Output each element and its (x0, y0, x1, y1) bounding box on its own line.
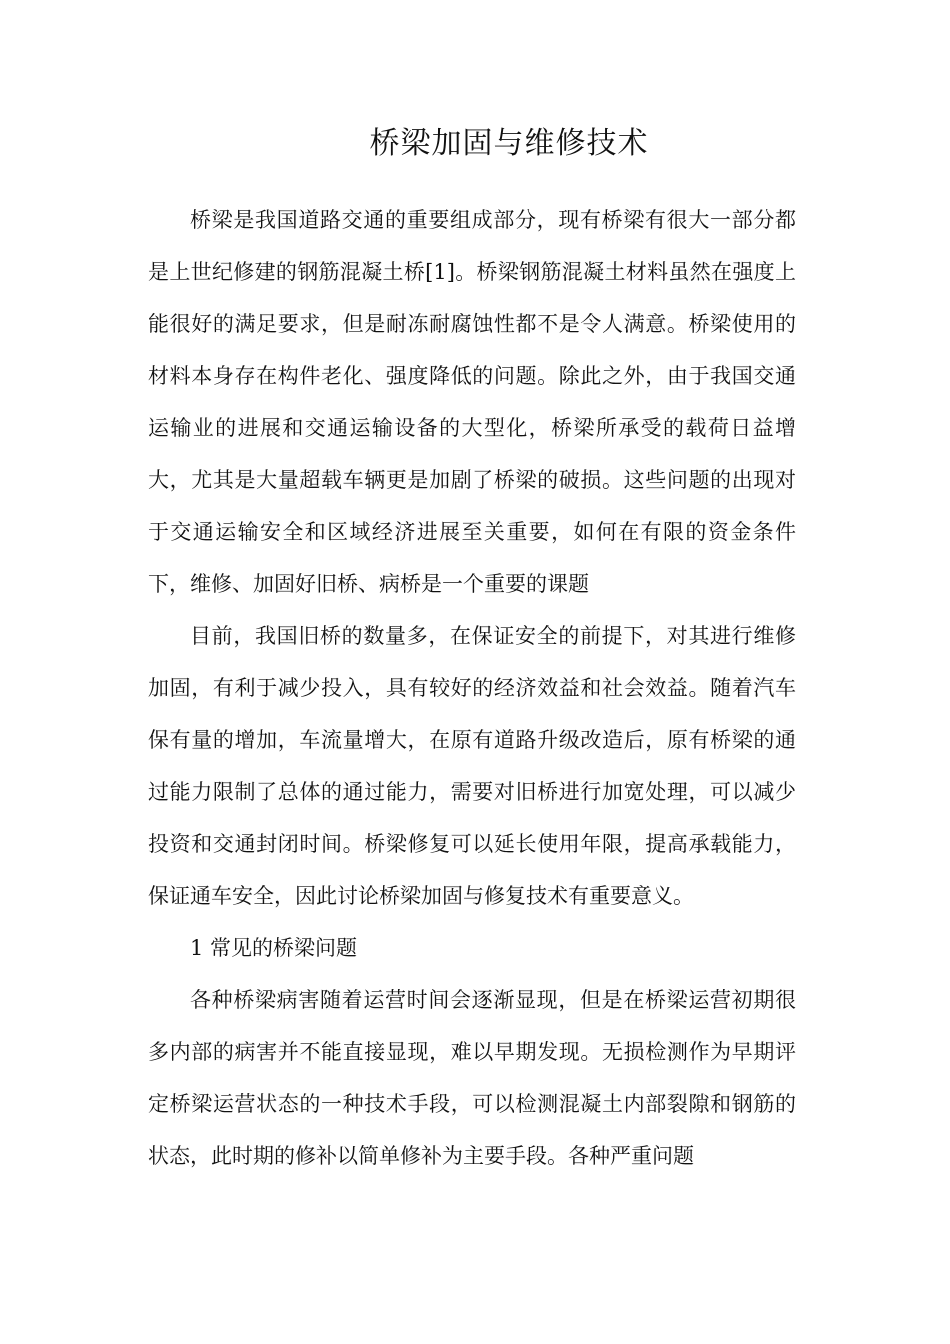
section-heading: 1 常见的桥梁问题 (190, 936, 358, 960)
document-body (148, 194, 796, 1182)
paragraph-common-problems: 各种桥梁病害随着运营时间会逐渐显现，但是在桥梁运营初期很多内部的病害并不能直接显现，难以早期发现。无损检测作为早期评定桥梁运营状态的一种技术手段，可以检测混凝土内部裂隙和钢筋的状态，此时期的修补以简单修补为主要手段。各种严重问题 (148, 988, 796, 1168)
document-title: 桥梁加固与维修技术 (369, 126, 649, 161)
paragraph-intro: 桥梁是我国道路交通的重要组成部分，现有桥梁有很大一部分都是上世纪修建的钢筋混凝土桥[1]。桥梁钢筋混凝土材料虽然在强度上能很好的满足要求，但是耐冻耐腐蚀性都不是令人满意。桥梁使用的材料本身存在构件老化、强度降低的问题。除此之外，由于我国交通运输业的进展和交通运输设备的大型化，桥梁所承受的载荷日益增大，尤其是大量超载车辆更是加剧了桥梁的破损。这些问题的出现对于交通运输安全和区域经济进展至关重要，如何在有限的资金条件下，维修、加固好旧桥、病桥是一个重要的课题 (148, 208, 796, 596)
paragraph-current-status: 目前，我国旧桥的数量多，在保证安全的前提下，对其进行维修加固，有利于减少投入，具有较好的经济效益和社会效益。随着汽车保有量的增加，车流量增大，在原有道路升级改造后，原有桥梁的通过能力限制了总体的通过能力，需要对旧桥进行加宽处理，可以减少投资和交通封闭时间。桥梁修复可以延长使用年限，提高承载能力，保证通车安全，因此讨论桥梁加固与修复技术有重要意义。 (148, 624, 796, 908)
